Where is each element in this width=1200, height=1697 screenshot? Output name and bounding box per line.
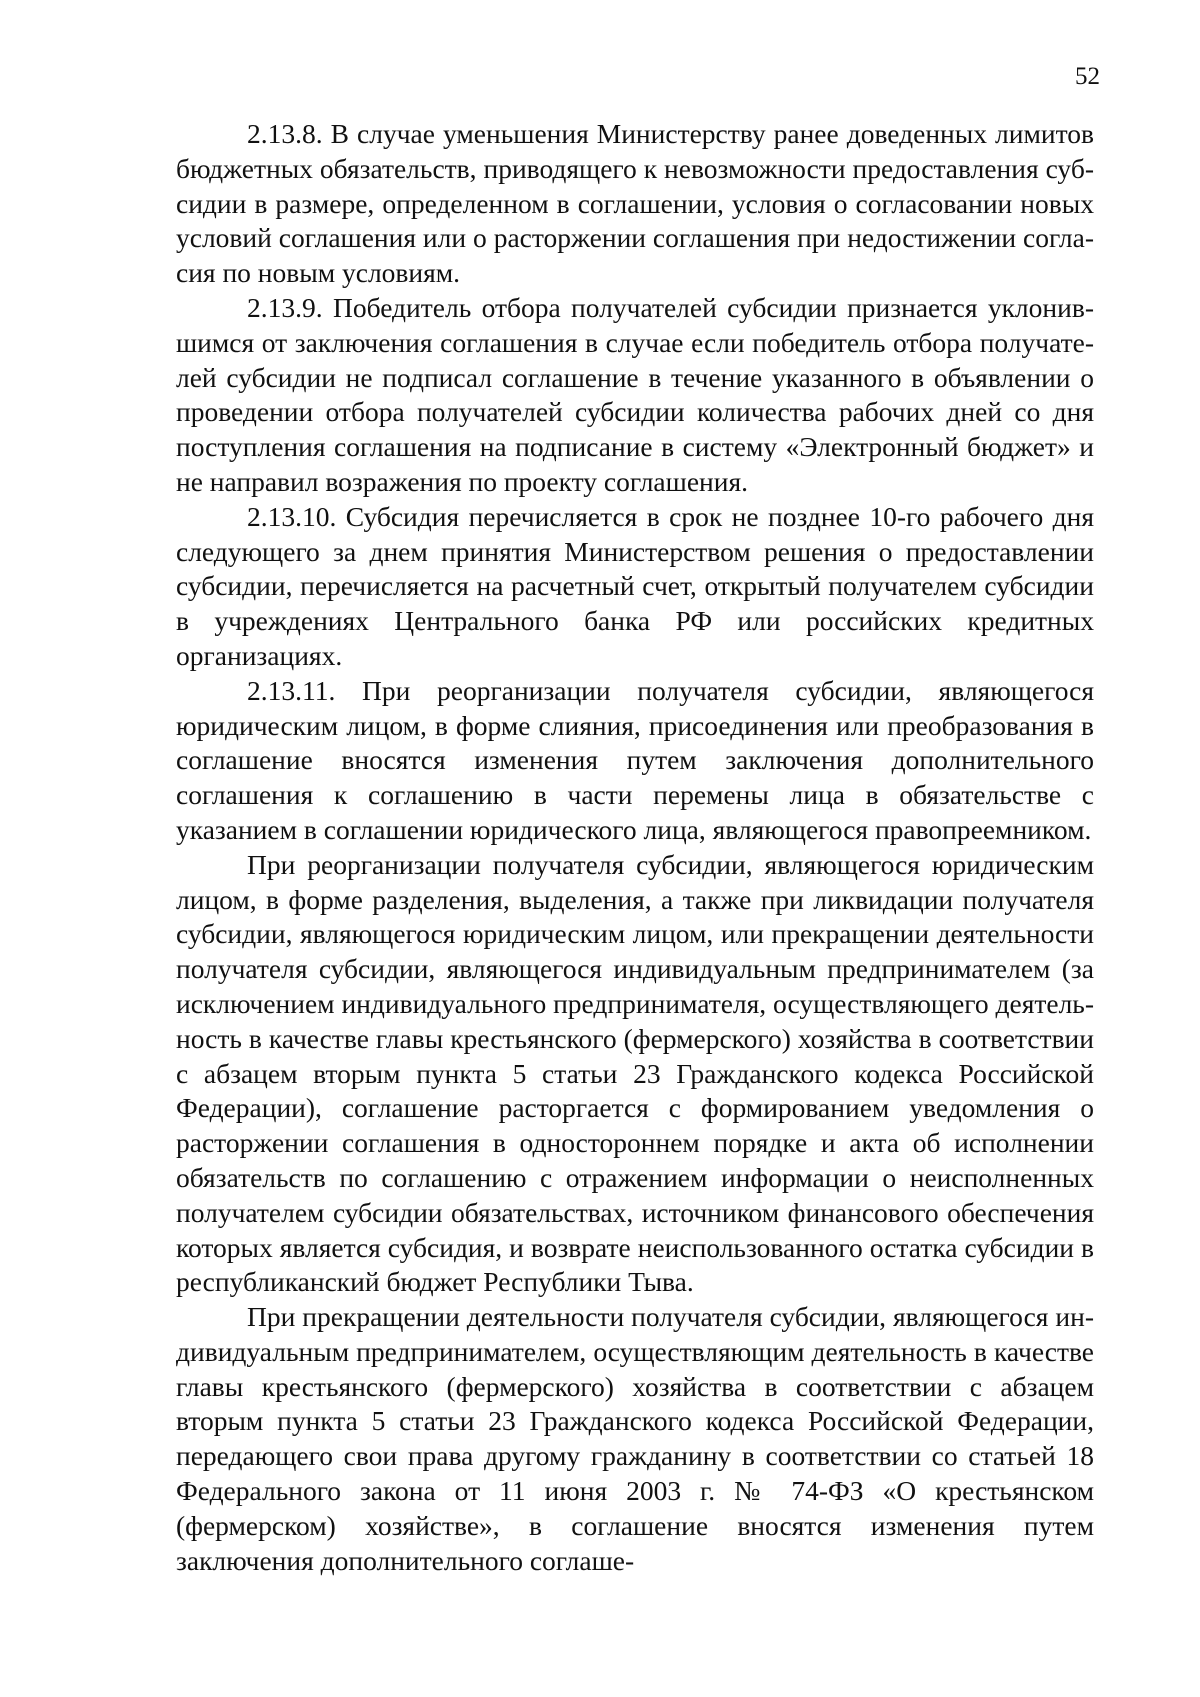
paragraph-2-13-8: 2.13.8. В случае уменьшения Министерству ранее доведенных лимитов бюджетных обязательств, приводящего к невозможности предоставления субсидии в размере, определенном в соглашении, условия о согласовании новых условий соглашения или о расторжении соглашения при недостижении согласия по новым условиям. bbox=[176, 118, 1094, 289]
paragraph-2-13-9: 2.13.9. Победитель отбора получателей субсидии признается уклонившимся от заключения соглашения в случае если победитель отбора получателей субсидии не подписал соглашение в течение указанного в объявлении о проведении отбора получателей субсидии количества рабочих дней со дня поступления соглашения на подписание в систему «Электронный бюджет» и не направил возражения по проекту соглашения. bbox=[176, 291, 1094, 497]
paragraph-2-13-11: 2.13.11. При реорганизации получателя субсидии, являющегося юридическим лицом, в форме слияния, присоединения или преобразования в соглашение вносятся изменения путем заключения дополнительного соглашения к соглашению в части перемены лица в обязательстве с указанием в соглашении юридического лица, являющегося правопреемником. bbox=[176, 674, 1094, 845]
document-body bbox=[176, 117, 1094, 1578]
page-number: 52 bbox=[1075, 63, 1100, 90]
paragraph-termination-farm: При прекращении деятельности получателя субсидии, являющегося индивидуальным предпринимателем, осуществляющим деятельность в качестве главы крестьянского (фермерского) хозяйства в соответствии с абзацем вторым пункта 5 статьи 23 Гражданского кодекса Российской Федерации, передающего свои права другому гражданину в соответствии со статьей 18 Федерального закона от 11 июня 2003 г. № 74-ФЗ «О крестьянском (фермерском) хозяйстве», в соглашение вносятся изменения путем заключения дополнительного соглаше- bbox=[176, 1301, 1094, 1576]
paragraph-2-13-10: 2.13.10. Субсидия перечисляется в срок не позднее 10-го рабочего дня следующего за днем принятия Министерством решения о предоставлении субсидии, перечисляется на расчетный счет, открытый получателем субсидии в учреждениях Центрального банка РФ или российских кредитных организациях. bbox=[176, 500, 1094, 671]
paragraph-reorganization-separation: При реорганизации получателя субсидии, являющегося юридическим лицом, в форме разделения, выделения, а также при ликвидации получателя субсидии, являющегося юридическим лицом, или прекращении деятельности получателя субсидии, являющегося индивидуальным предпринимателем (за исключением индивидуального предпринимателя, осуществляющего деятельность в качестве главы крестьянского (фермерского) хозяйства в соответствии с абзацем вторым пункта 5 статьи 23 Гражданского кодекса Российской Федерации), соглашение расторгается с формированием уведомления о расторжении соглашения в одностороннем порядке и акта об исполнении обязательств по соглашению с отражением информации о неисполненных получателем субсидии обязательствах, источником финансового обеспечения которых является субсидия, и возврате неиспользованного остатка субсидии в республиканский бюджет Республики Тыва. bbox=[176, 848, 1095, 1298]
